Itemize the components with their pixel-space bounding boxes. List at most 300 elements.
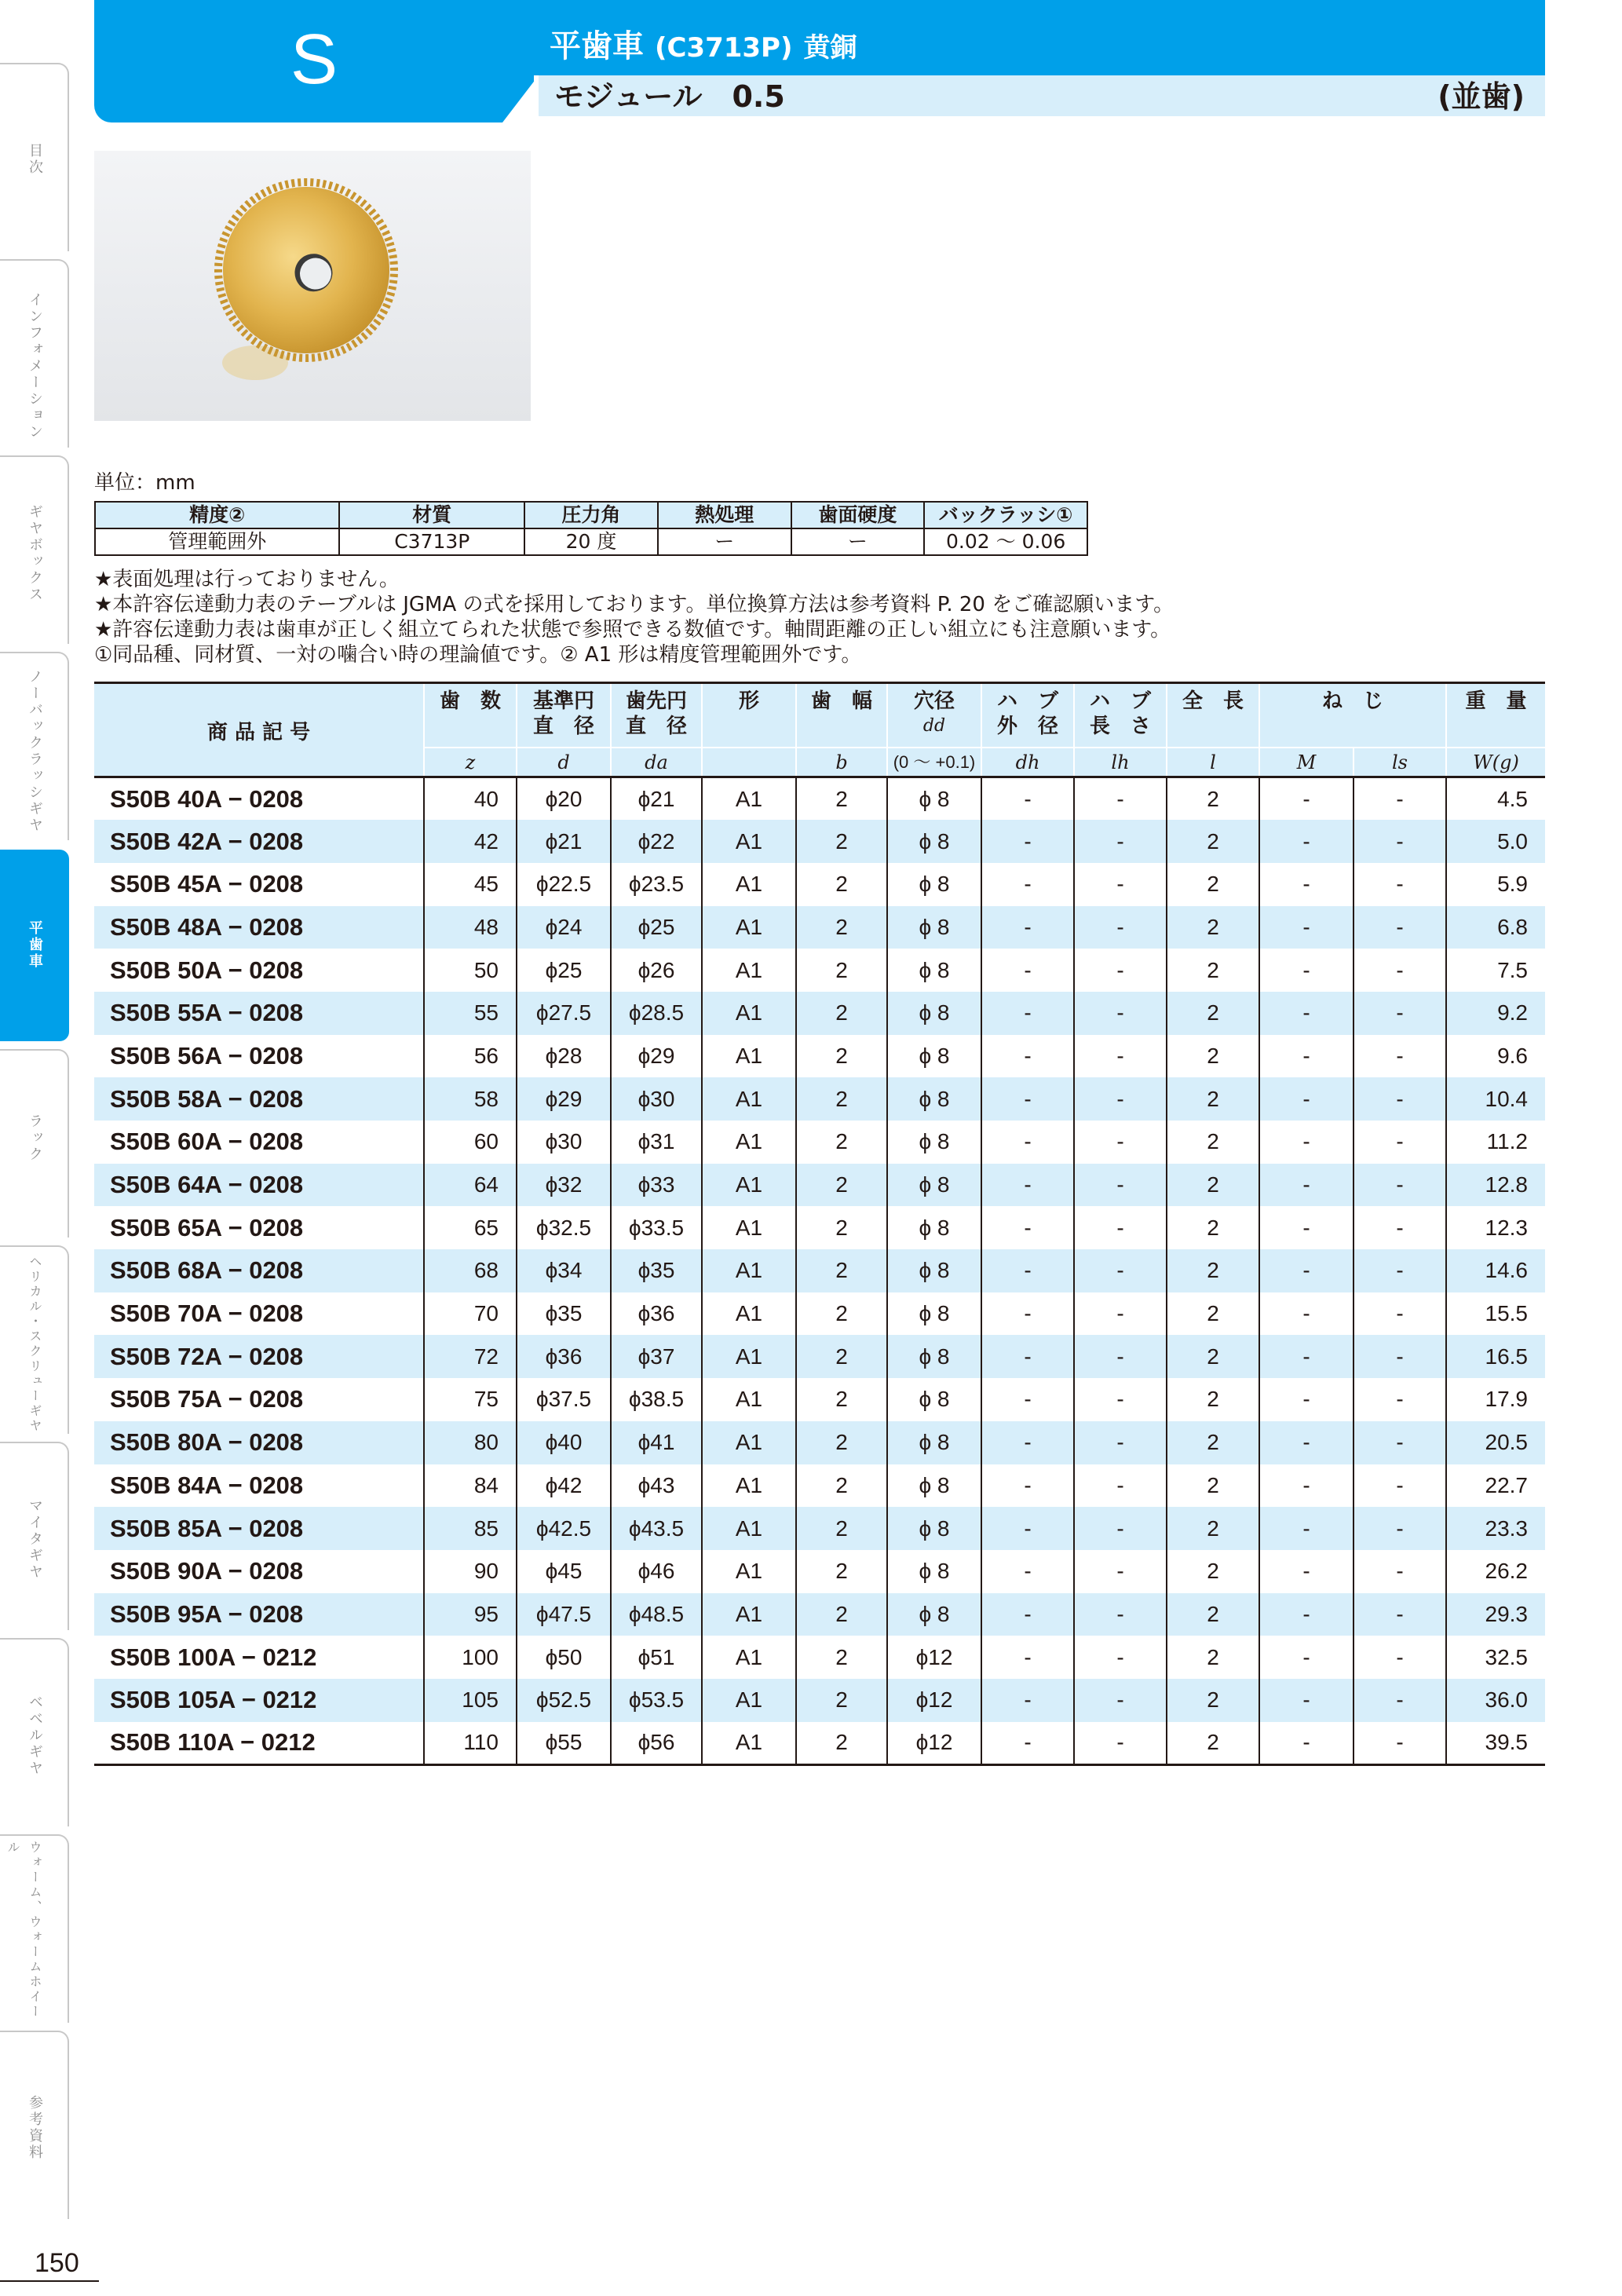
cell-dd: ϕ12 (887, 1679, 981, 1722)
cell-da: ϕ38.5 (611, 1378, 702, 1421)
cell-l: 2 (1167, 1206, 1259, 1249)
sidebar-tab-contents[interactable] (0, 63, 69, 251)
sidebar-tab-label: ヘリカル・スクリューギヤ (27, 1255, 42, 1434)
symbol-tip-dia: da (611, 748, 702, 777)
cell-dh: - (981, 1335, 1074, 1378)
cell-lh: - (1074, 949, 1167, 992)
cell-ls: - (1353, 1550, 1446, 1593)
table-body (94, 777, 1545, 1765)
cell-l: 2 (1167, 1593, 1259, 1636)
table-row (94, 906, 1545, 949)
cell-z: 40 (424, 777, 517, 821)
symbol-pitch-dia: d (517, 748, 611, 777)
cell-dh: - (981, 1550, 1074, 1593)
unit-label: 単位：mm (94, 471, 195, 495)
symbol-shape (702, 748, 796, 777)
sidebar-tab-information[interactable] (0, 259, 69, 448)
cell-z: 50 (424, 949, 517, 992)
spec-header-row (95, 502, 1087, 528)
cell-ls: - (1353, 1335, 1446, 1378)
cell-shape: A1 (702, 1593, 796, 1636)
cell-code: S50B 56A − 0208 (94, 1035, 424, 1078)
cell-dh: - (981, 1636, 1074, 1679)
cell-dd: ϕ 8 (887, 820, 981, 863)
cell-shape: A1 (702, 1164, 796, 1207)
cell-l: 2 (1167, 1035, 1259, 1078)
cell-m: - (1259, 1722, 1353, 1765)
cell-lh: - (1074, 1550, 1167, 1593)
cell-l: 2 (1167, 1507, 1259, 1550)
cell-w: 7.5 (1497, 957, 1528, 982)
cell-dd: ϕ 8 (887, 777, 981, 821)
cell-l: 2 (1167, 1679, 1259, 1722)
cell-code: S50B 70A − 0208 (94, 1292, 424, 1336)
cell-lh: - (1074, 1722, 1167, 1765)
cell-dd: ϕ 8 (887, 1507, 981, 1550)
cell-shape: A1 (702, 1292, 796, 1336)
cell-d: ϕ36 (517, 1335, 611, 1378)
cell-ls: - (1353, 1077, 1446, 1121)
cell-z: 110 (424, 1722, 517, 1765)
cell-d: ϕ20 (517, 777, 611, 821)
cell-w: 32.5 (1485, 1644, 1528, 1669)
page-title (550, 27, 857, 68)
cell-b: 2 (796, 1679, 887, 1722)
cell-dh: - (981, 949, 1074, 992)
cell-da: ϕ41 (611, 1421, 702, 1464)
cell-d: ϕ22.5 (517, 863, 611, 906)
cell-m: - (1259, 1335, 1353, 1378)
cell-code: S50B 45A − 0208 (94, 863, 424, 906)
cell-da: ϕ33.5 (611, 1206, 702, 1249)
cell-z: 64 (424, 1164, 517, 1207)
cell-dh: - (981, 777, 1074, 821)
cell-m: - (1259, 1378, 1353, 1421)
table-row (94, 863, 1545, 906)
cell-w: 9.2 (1446, 992, 1545, 1035)
cell-dh: - (981, 1206, 1074, 1249)
cell-d: ϕ25 (517, 949, 611, 992)
table-row (94, 949, 1545, 992)
cell-d: ϕ42 (517, 1464, 611, 1508)
cell-d: ϕ37.5 (517, 1378, 611, 1421)
cell-dh: - (981, 1077, 1074, 1121)
tooth-type: (並歯) (1438, 79, 1525, 114)
cell-b: 2 (796, 1636, 887, 1679)
cell-shape: A1 (702, 1421, 796, 1464)
title-material: 黄銅 (803, 32, 857, 64)
header-teeth: 歯 数 (424, 683, 517, 748)
header-code: 商 品 記 号 (94, 683, 424, 777)
cell-da: ϕ56 (611, 1722, 702, 1765)
cell-dd: ϕ 8 (887, 1164, 981, 1207)
cell-da: ϕ30 (611, 1077, 702, 1121)
cell-dd: ϕ 8 (887, 992, 981, 1035)
symbol-teeth: z (424, 748, 517, 777)
cell-code: S50B 85A − 0208 (94, 1507, 424, 1550)
cell-lh: - (1074, 1121, 1167, 1164)
cell-w: 17.9 (1485, 1387, 1528, 1412)
cell-m: - (1259, 906, 1353, 949)
cell-dh: - (981, 1464, 1074, 1508)
cell-lh: - (1074, 1206, 1167, 1249)
header-width: 歯 幅 (796, 683, 887, 748)
cell-d: ϕ55 (517, 1722, 611, 1765)
cell-dh: - (981, 1421, 1074, 1464)
cell-d: ϕ21 (517, 820, 611, 863)
sidebar-tab-label: インフォメーション (27, 292, 43, 441)
cell-lh: - (1074, 1249, 1167, 1292)
cell-w: 39.5 (1485, 1730, 1528, 1755)
cell-code: S50B 95A − 0208 (94, 1593, 424, 1636)
cell-lh: - (1074, 863, 1167, 906)
cell-code: S50B 68A − 0208 (94, 1249, 424, 1292)
table-row (94, 1378, 1545, 1421)
cell-dd: ϕ 8 (887, 1292, 981, 1336)
cell-l: 2 (1167, 1077, 1259, 1121)
cell-shape: A1 (702, 1550, 796, 1593)
product-photo (94, 151, 531, 421)
cell-l: 2 (1167, 1121, 1259, 1164)
cell-ls: - (1353, 863, 1446, 906)
cell-l: 2 (1167, 1378, 1259, 1421)
sidebar-tab-rack[interactable] (0, 1049, 69, 1238)
cell-l: 2 (1167, 1550, 1259, 1593)
sidebar-tab-reference[interactable] (0, 2031, 69, 2219)
cell-b: 2 (796, 1249, 887, 1292)
cell-shape: A1 (702, 949, 796, 992)
header-hub-od: ハ ブ 外 径 (981, 683, 1074, 748)
cell-da: ϕ33 (611, 1164, 702, 1207)
cell-b: 2 (796, 1722, 887, 1765)
table-row (94, 1464, 1545, 1508)
table-row (94, 1077, 1545, 1121)
sidebar-tab-gearbox[interactable] (0, 455, 69, 644)
spec-table (94, 501, 1088, 556)
cell-z: 56 (424, 1035, 517, 1078)
cell-w: 22.7 (1485, 1472, 1528, 1497)
spec-value-cell: ー (791, 528, 925, 555)
cell-w: 11.2 (1486, 1129, 1528, 1154)
cell-b: 2 (796, 1378, 887, 1421)
header-screw: ね じ (1259, 683, 1446, 748)
cell-ls: - (1353, 1292, 1446, 1336)
cell-dh: - (981, 992, 1074, 1035)
cell-m: - (1259, 1206, 1353, 1249)
cell-da: ϕ29 (611, 1035, 702, 1078)
cell-w: 26.2 (1485, 1559, 1528, 1584)
cell-b: 2 (796, 1164, 887, 1207)
spec-value-cell: 20 度 (524, 528, 658, 555)
cell-b: 2 (796, 777, 887, 821)
cell-b: 2 (796, 820, 887, 863)
cell-z: 55 (424, 992, 517, 1035)
cell-lh: - (1074, 1593, 1167, 1636)
symbol-hub-len: lh (1074, 748, 1167, 777)
cell-m: - (1259, 1249, 1353, 1292)
cell-b: 2 (796, 992, 887, 1035)
table-row (94, 1550, 1545, 1593)
cell-shape: A1 (702, 906, 796, 949)
cell-b: 2 (796, 1121, 887, 1164)
cell-m: - (1259, 777, 1353, 821)
cell-m: - (1259, 1164, 1353, 1207)
cell-l: 2 (1167, 992, 1259, 1035)
cell-dd: ϕ 8 (887, 1464, 981, 1508)
cell-lh: - (1074, 1077, 1167, 1121)
cell-z: 80 (424, 1421, 517, 1464)
cell-ls: - (1353, 1679, 1446, 1722)
cell-dh: - (981, 1249, 1074, 1292)
cell-dh: - (981, 1593, 1074, 1636)
table-row (94, 1121, 1545, 1164)
cell-z: 42 (424, 820, 517, 863)
cell-l: 2 (1167, 863, 1259, 906)
notes (94, 567, 1174, 667)
cell-l: 2 (1167, 1292, 1259, 1336)
table-row (94, 1335, 1545, 1378)
cell-z: 105 (424, 1679, 517, 1722)
cell-d: ϕ47.5 (517, 1593, 611, 1636)
cell-m: - (1259, 1550, 1353, 1593)
cell-m: - (1259, 1593, 1353, 1636)
cell-shape: A1 (702, 1679, 796, 1722)
sidebar-tab-worm[interactable] (0, 1834, 69, 2023)
spec-header-cell: 熱処理 (658, 502, 791, 528)
cell-ls: - (1353, 992, 1446, 1035)
sidebar-tab-miter[interactable] (0, 1442, 69, 1630)
cell-d: ϕ35 (517, 1292, 611, 1336)
cell-lh: - (1074, 1507, 1167, 1550)
table-row (94, 820, 1545, 863)
spec-value-cell: 0.02 〜 0.06 (924, 528, 1087, 555)
sidebar-tab-no-backlash[interactable] (0, 652, 69, 840)
cell-ls: - (1353, 1035, 1446, 1078)
cell-m: - (1259, 1507, 1353, 1550)
cell-shape: A1 (702, 1507, 796, 1550)
cell-ls: - (1353, 906, 1446, 949)
symbol-screw-ls: ls (1353, 748, 1446, 777)
cell-l: 2 (1167, 906, 1259, 949)
cell-code: S50B 55A − 0208 (94, 992, 424, 1035)
cell-dh: - (981, 1164, 1074, 1207)
table-row (94, 1035, 1545, 1078)
cell-b: 2 (796, 1292, 887, 1336)
cell-z: 58 (424, 1077, 517, 1121)
cell-da: ϕ21 (611, 777, 702, 821)
cell-w: 29.3 (1446, 1593, 1545, 1636)
cell-shape: A1 (702, 1035, 796, 1078)
cell-dd: ϕ 8 (887, 1249, 981, 1292)
cell-code: S50B 110A − 0212 (94, 1722, 424, 1765)
cell-dh: - (981, 1292, 1074, 1336)
table-header-row (94, 683, 1545, 748)
cell-dd: ϕ 8 (887, 906, 981, 949)
spec-value-cell: C3713P (339, 528, 524, 555)
cell-w: 23.3 (1446, 1507, 1545, 1550)
sidebar-tab-helical[interactable] (0, 1245, 69, 1434)
cell-code: S50B 58A − 0208 (94, 1077, 424, 1121)
cell-w: 36.0 (1446, 1679, 1545, 1722)
cell-l: 2 (1167, 1464, 1259, 1508)
symbol-screw-m: M (1259, 748, 1353, 777)
cell-m: - (1259, 1121, 1353, 1164)
series-badge (94, 0, 534, 122)
cell-shape: A1 (702, 1636, 796, 1679)
note-line: ★許容伝達動力表は歯車が正しく組立てられた状態で参照できる数値です。軸間距離の正しい組立にも注意願います。 (94, 618, 1171, 642)
cell-lh: - (1074, 1679, 1167, 1722)
cell-ls: - (1353, 1421, 1446, 1464)
cell-code: S50B 90A − 0208 (94, 1550, 424, 1593)
cell-code: S50B 75A − 0208 (94, 1378, 424, 1421)
sidebar-tab-label: ノーバックラッシギヤ (27, 669, 43, 834)
spec-header-cell: 歯面硬度 (791, 502, 925, 528)
cell-ls: - (1353, 1121, 1446, 1164)
symbol-weight: W(g) (1446, 748, 1545, 777)
page-rule (0, 2280, 99, 2282)
cell-lh: - (1074, 1335, 1167, 1378)
cell-dd: ϕ 8 (887, 1035, 981, 1078)
cell-d: ϕ40 (517, 1421, 611, 1464)
cell-da: ϕ48.5 (611, 1593, 702, 1636)
cell-shape: A1 (702, 1249, 796, 1292)
cell-dd: ϕ 8 (887, 1121, 981, 1164)
cell-w: 4.5 (1497, 786, 1528, 811)
table-row (94, 1679, 1545, 1722)
header-bore (887, 683, 981, 748)
sidebar-tab-label: ベベルギヤ (27, 1695, 43, 1777)
cell-z: 65 (424, 1206, 517, 1249)
cell-dd: ϕ 8 (887, 1378, 981, 1421)
cell-ls: - (1353, 1206, 1446, 1249)
cell-z: 75 (424, 1378, 517, 1421)
header-total-len: 全 長 (1167, 683, 1259, 748)
cell-m: - (1259, 1035, 1353, 1078)
cell-l: 2 (1167, 1249, 1259, 1292)
cell-shape: A1 (702, 1121, 796, 1164)
cell-w: 20.5 (1446, 1421, 1545, 1464)
table-row (94, 1507, 1545, 1550)
cell-m: - (1259, 949, 1353, 992)
spec-header-cell: 精度② (95, 502, 339, 528)
cell-da: ϕ51 (611, 1636, 702, 1679)
product-table (94, 682, 1545, 1766)
cell-ls: - (1353, 820, 1446, 863)
cell-lh: - (1074, 1035, 1167, 1078)
table-row (94, 992, 1545, 1035)
cell-shape: A1 (702, 1378, 796, 1421)
cell-shape: A1 (702, 1722, 796, 1765)
cell-z: 70 (424, 1292, 517, 1336)
header-weight: 重 量 (1446, 683, 1545, 748)
cell-dh: - (981, 820, 1074, 863)
header-bore-label: 穴径 (913, 689, 955, 713)
sidebar-tab-label: ギヤボックス (27, 504, 43, 603)
cell-ls: - (1353, 1164, 1446, 1207)
table-row (94, 1164, 1545, 1207)
cell-shape: A1 (702, 1206, 796, 1249)
cell-b: 2 (796, 1507, 887, 1550)
cell-b: 2 (796, 906, 887, 949)
cell-w: 5.9 (1497, 872, 1528, 897)
cell-da: ϕ36 (611, 1292, 702, 1336)
cell-z: 48 (424, 906, 517, 949)
series-letter: S (290, 20, 338, 99)
cell-dh: - (981, 1507, 1074, 1550)
cell-lh: - (1074, 1636, 1167, 1679)
cell-dd: ϕ 8 (887, 1335, 981, 1378)
cell-b: 2 (796, 1593, 887, 1636)
cell-ls: - (1353, 949, 1446, 992)
cell-lh: - (1074, 1464, 1167, 1508)
cell-w: 10.4 (1446, 1077, 1545, 1121)
cell-z: 84 (424, 1464, 517, 1508)
cell-da: ϕ37 (611, 1335, 702, 1378)
symbol-bore-tolerance: (0 〜 +0.1) (887, 748, 981, 777)
cell-lh: - (1074, 992, 1167, 1035)
cell-code: S50B 84A − 0208 (94, 1464, 424, 1508)
cell-da: ϕ28.5 (611, 992, 702, 1035)
spec-header-cell: 圧力角 (524, 502, 658, 528)
cell-z: 45 (424, 863, 517, 906)
page-number: 150 (35, 2248, 79, 2278)
cell-b: 2 (796, 1206, 887, 1249)
cell-b: 2 (796, 949, 887, 992)
sidebar-tab-label: 平歯車 (27, 920, 43, 970)
cell-m: - (1259, 1636, 1353, 1679)
header-hub-len: ハ ブ 長 さ (1074, 683, 1167, 748)
cell-dh: - (981, 1378, 1074, 1421)
spec-header-cell: 材質 (339, 502, 524, 528)
cell-w: 12.8 (1446, 1164, 1545, 1207)
cell-da: ϕ22 (611, 820, 702, 863)
cell-b: 2 (796, 863, 887, 906)
table-row (94, 1593, 1545, 1636)
cell-w: 5.0 (1446, 820, 1545, 863)
cell-lh: - (1074, 1164, 1167, 1207)
cell-w: 9.6 (1497, 1043, 1528, 1068)
title-main: 平歯車 (550, 28, 644, 64)
gear-image (94, 151, 531, 421)
cell-b: 2 (796, 1550, 887, 1593)
cell-dh: - (981, 1121, 1074, 1164)
cell-ls: - (1353, 1464, 1446, 1508)
cell-l: 2 (1167, 1421, 1259, 1464)
cell-code: S50B 48A − 0208 (94, 906, 424, 949)
cell-z: 72 (424, 1335, 517, 1378)
cell-dd: ϕ 8 (887, 863, 981, 906)
cell-lh: - (1074, 906, 1167, 949)
table-row (94, 777, 1545, 821)
sidebar-tab-spur-gear[interactable] (0, 850, 69, 1041)
cell-ls: - (1353, 1249, 1446, 1292)
cell-m: - (1259, 820, 1353, 863)
cell-dd: ϕ 8 (887, 1593, 981, 1636)
header-subbar (539, 75, 1545, 116)
cell-code: S50B 50A − 0208 (94, 949, 424, 992)
sidebar-tab-bevel[interactable] (0, 1638, 69, 1826)
cell-code: S50B 72A − 0208 (94, 1335, 424, 1378)
cell-b: 2 (796, 1077, 887, 1121)
cell-m: - (1259, 1077, 1353, 1121)
cell-l: 2 (1167, 1164, 1259, 1207)
cell-dh: - (981, 906, 1074, 949)
cell-w: 12.3 (1485, 1215, 1528, 1240)
cell-code: S50B 40A − 0208 (94, 777, 424, 821)
table-row (94, 1249, 1545, 1292)
spec-value-row (95, 528, 1087, 555)
cell-m: - (1259, 863, 1353, 906)
